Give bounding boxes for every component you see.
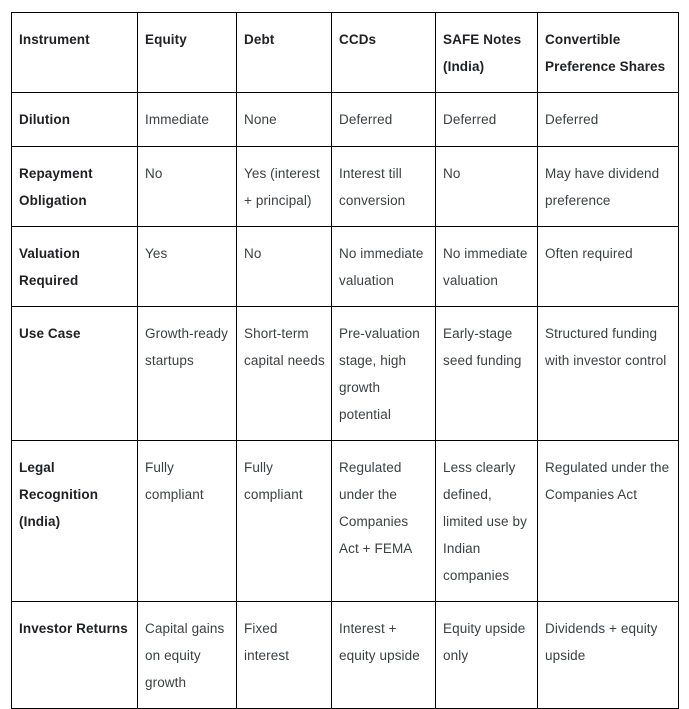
column-header: CCDs	[332, 13, 436, 93]
table-cell: No	[237, 227, 332, 307]
row-header: Valuation Required	[12, 227, 138, 307]
table-cell: No	[138, 147, 237, 227]
column-header: SAFE Notes (India)	[436, 13, 538, 93]
table-cell: Yes	[138, 227, 237, 307]
table-cell: Interest + equity upside	[332, 602, 436, 709]
table-cell: Fully compliant	[237, 441, 332, 602]
table-row	[12, 441, 679, 602]
table-cell: Interest till conversion	[332, 147, 436, 227]
table-cell: Regulated under the Companies Act	[538, 441, 679, 602]
column-header: Instrument	[12, 13, 138, 93]
row-header: Legal Recognition (India)	[12, 441, 138, 602]
table-cell: Structured funding with investor control	[538, 307, 679, 441]
row-header: Investor Returns	[12, 602, 138, 709]
table-cell: Growth-ready startups	[138, 307, 237, 441]
table-row	[12, 307, 679, 441]
table-cell: Fully compliant	[138, 441, 237, 602]
table-header	[12, 13, 679, 93]
column-header: Convertible Preference Shares	[538, 13, 679, 93]
table-cell: None	[237, 93, 332, 147]
table-cell: Regulated under the Companies Act + FEMA	[332, 441, 436, 602]
table-row	[12, 227, 679, 307]
column-header: Equity	[138, 13, 237, 93]
row-header: Dilution	[12, 93, 138, 147]
header-row	[12, 13, 679, 93]
table-cell: Early-stage seed funding	[436, 307, 538, 441]
table-cell: No immediate valuation	[436, 227, 538, 307]
table-cell: Dividends + equity upside	[538, 602, 679, 709]
table-cell: Deferred	[436, 93, 538, 147]
table-cell: Deferred	[538, 93, 679, 147]
table-cell: May have dividend preference	[538, 147, 679, 227]
table-cell: Capital gains on equity growth	[138, 602, 237, 709]
table-cell: Often required	[538, 227, 679, 307]
table-cell: Yes (interest + principal)	[237, 147, 332, 227]
table-cell: Equity upside only	[436, 602, 538, 709]
column-header: Debt	[237, 13, 332, 93]
table-cell: No	[436, 147, 538, 227]
table-cell: Immediate	[138, 93, 237, 147]
table-cell: Pre-valuation stage, high growth potential	[332, 307, 436, 441]
table-cell: No immediate valuation	[332, 227, 436, 307]
table-cell: Fixed interest	[237, 602, 332, 709]
table-body	[12, 93, 679, 709]
table-row	[12, 602, 679, 709]
row-header: Use Case	[12, 307, 138, 441]
table-cell: Deferred	[332, 93, 436, 147]
row-header: Repayment Obligation	[12, 147, 138, 227]
instrument-comparison-table	[11, 12, 679, 709]
instrument-comparison-table-container	[11, 12, 679, 709]
table-cell: Less clearly defined, limited use by Indian companies	[436, 441, 538, 602]
table-row	[12, 93, 679, 147]
table-cell: Short-term capital needs	[237, 307, 332, 441]
table-row	[12, 147, 679, 227]
